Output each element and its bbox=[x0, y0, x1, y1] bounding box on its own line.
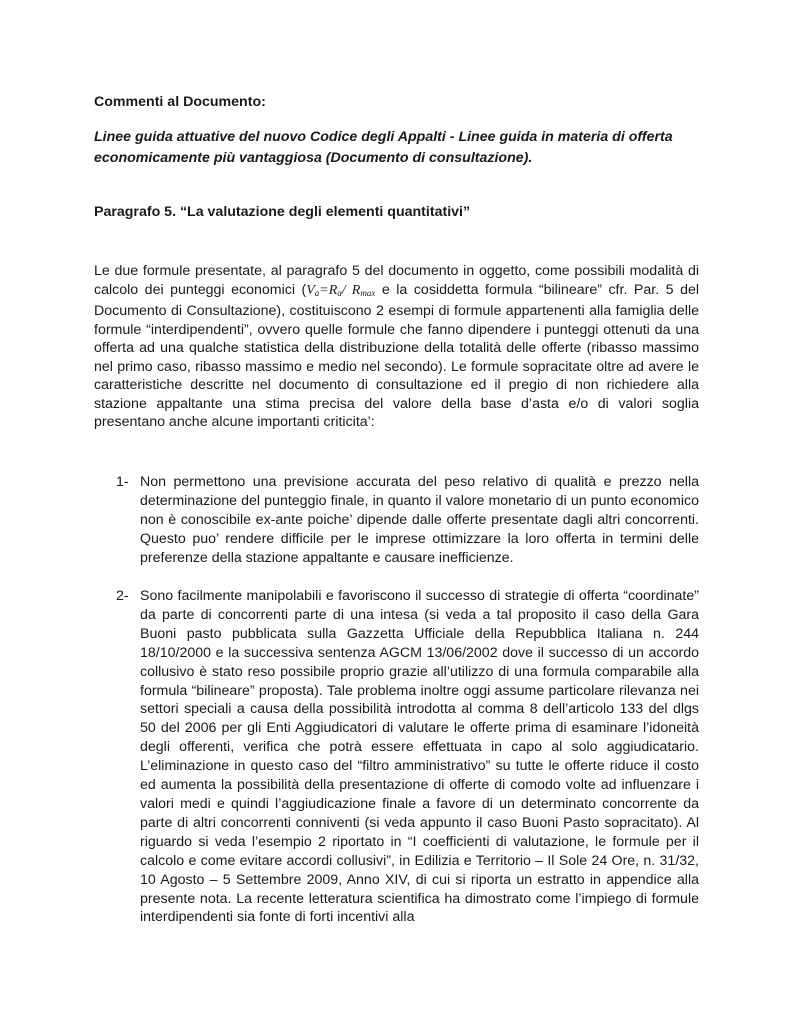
document-title: Linee guida attuative del nuovo Codice degli Appalti - Linee guida in materia di offerta economicamente più vantaggiosa (Documento di consultazione). bbox=[94, 129, 673, 166]
intro-text-start: Le due formule presentate, al paragrafo 5 del documento in oggetto, come possibili modalità di calcolo dei punteggi economici ( bbox=[94, 263, 699, 298]
intro-paragraph bbox=[94, 262, 699, 432]
section-heading: Paragrafo 5. “La valutazione degli elementi quantitativi” bbox=[94, 204, 471, 220]
list-item-text: Non permettono una previsione accurata del peso relativo di qualità e prezzo nella determinazione del punteggio finale, in quanto il valore monetario di un punto economico non è conoscibile ex-ante poiche’ dipende dalle offerte presentate dagli altri concorrenti. Questo puo’ rendere difficile per le imprese ottimizzare la loro offerta in termini delle preferenze della stazione appaltante e causare inefficienze. bbox=[140, 474, 699, 566]
intro-text-end: e la cosiddetta formula “bilineare” cfr. Par. 5 del Documento di Consultazione), costituiscono 2 esempi di formule appartenenti alla famiglia delle formule “interdipendenti”, ovvero quelle formule che fanno dipendere i punteggi ottenuti da una offerta ad una qualche statistica della distribuzione della totalità delle offerte (ribasso massimo nel primo caso, ribasso massimo e medio nel secondo). Le formule sopracitate oltre ad avere le caratteristiche descritte nel documento di consultazione ed il pregio di non richiedere alla stazione appaltante una stima precisa del valore della base d’asta e/o di valori soglia presentano anche alcune importanti criticita’: bbox=[94, 281, 700, 430]
document-heading: Commenti al Documento: bbox=[94, 94, 266, 110]
formula-va: $V_a=R_a/$ $R_{max}$ bbox=[306, 282, 376, 298]
list-item-number: 1- bbox=[116, 474, 129, 490]
list-item-text: Sono facilmente manipolabili e favoriscono il successo di strategie di offerta “coordinate” da parte di concorrenti parte di una intesa (si veda a tal proposito il caso della Gara Buoni pasto pubblicata sulla Gazzetta Ufficiale della Repubblica Italiana n. 244 18/10/2000 e la successiva sentenza AGCM 13/06/2002 dove il successo di un accordo collusivo è stato reso possibile proprio grazie all’utilizzo di una formula comparabile alla formula “bilineare” proposta). Tale problema inoltre oggi assume particolare rilevanza nei settori speciali a causa della possibilità introdotta al comma 8 dell’articolo 133 del dlgs 50 del 2006 per gli Enti Aggiudicatori di valutare le offerte prima di esaminare l’idoneità degli offerenti, verifica che potrà essere effettuata in capo al solo aggiudicatario. L’eliminazione in questo caso del “filtro amministrativo” su tutte le offerte riduce il costo ed aumenta la possibilità della presentazione di offerte di comodo volte ad influenzare i valori medi e quindi l’aggiudicazione finale a favore di un determinato concorrente da parte di altri concorrenti conniventi (si veda appunto il caso Buoni Pasto sopracitato). Al riguardo si veda l’esempio 2 riportato in “I coefficienti di valutazione, le formule per il calcolo e come evitare accordi collusivi”, in Edilizia e Territorio – Il Sole 24 Ore, n. 31/32, 10 Agosto – 5 Settembre 2009, Anno XIV, di cui si riporta un estratto in appendice alla presente nota. La recente letteratura scientifica ha dimostrato come l’impiego di formule interdipendenti sia fonte di forti incentivi alla bbox=[140, 588, 699, 926]
list-item-number: 2- bbox=[116, 588, 129, 604]
